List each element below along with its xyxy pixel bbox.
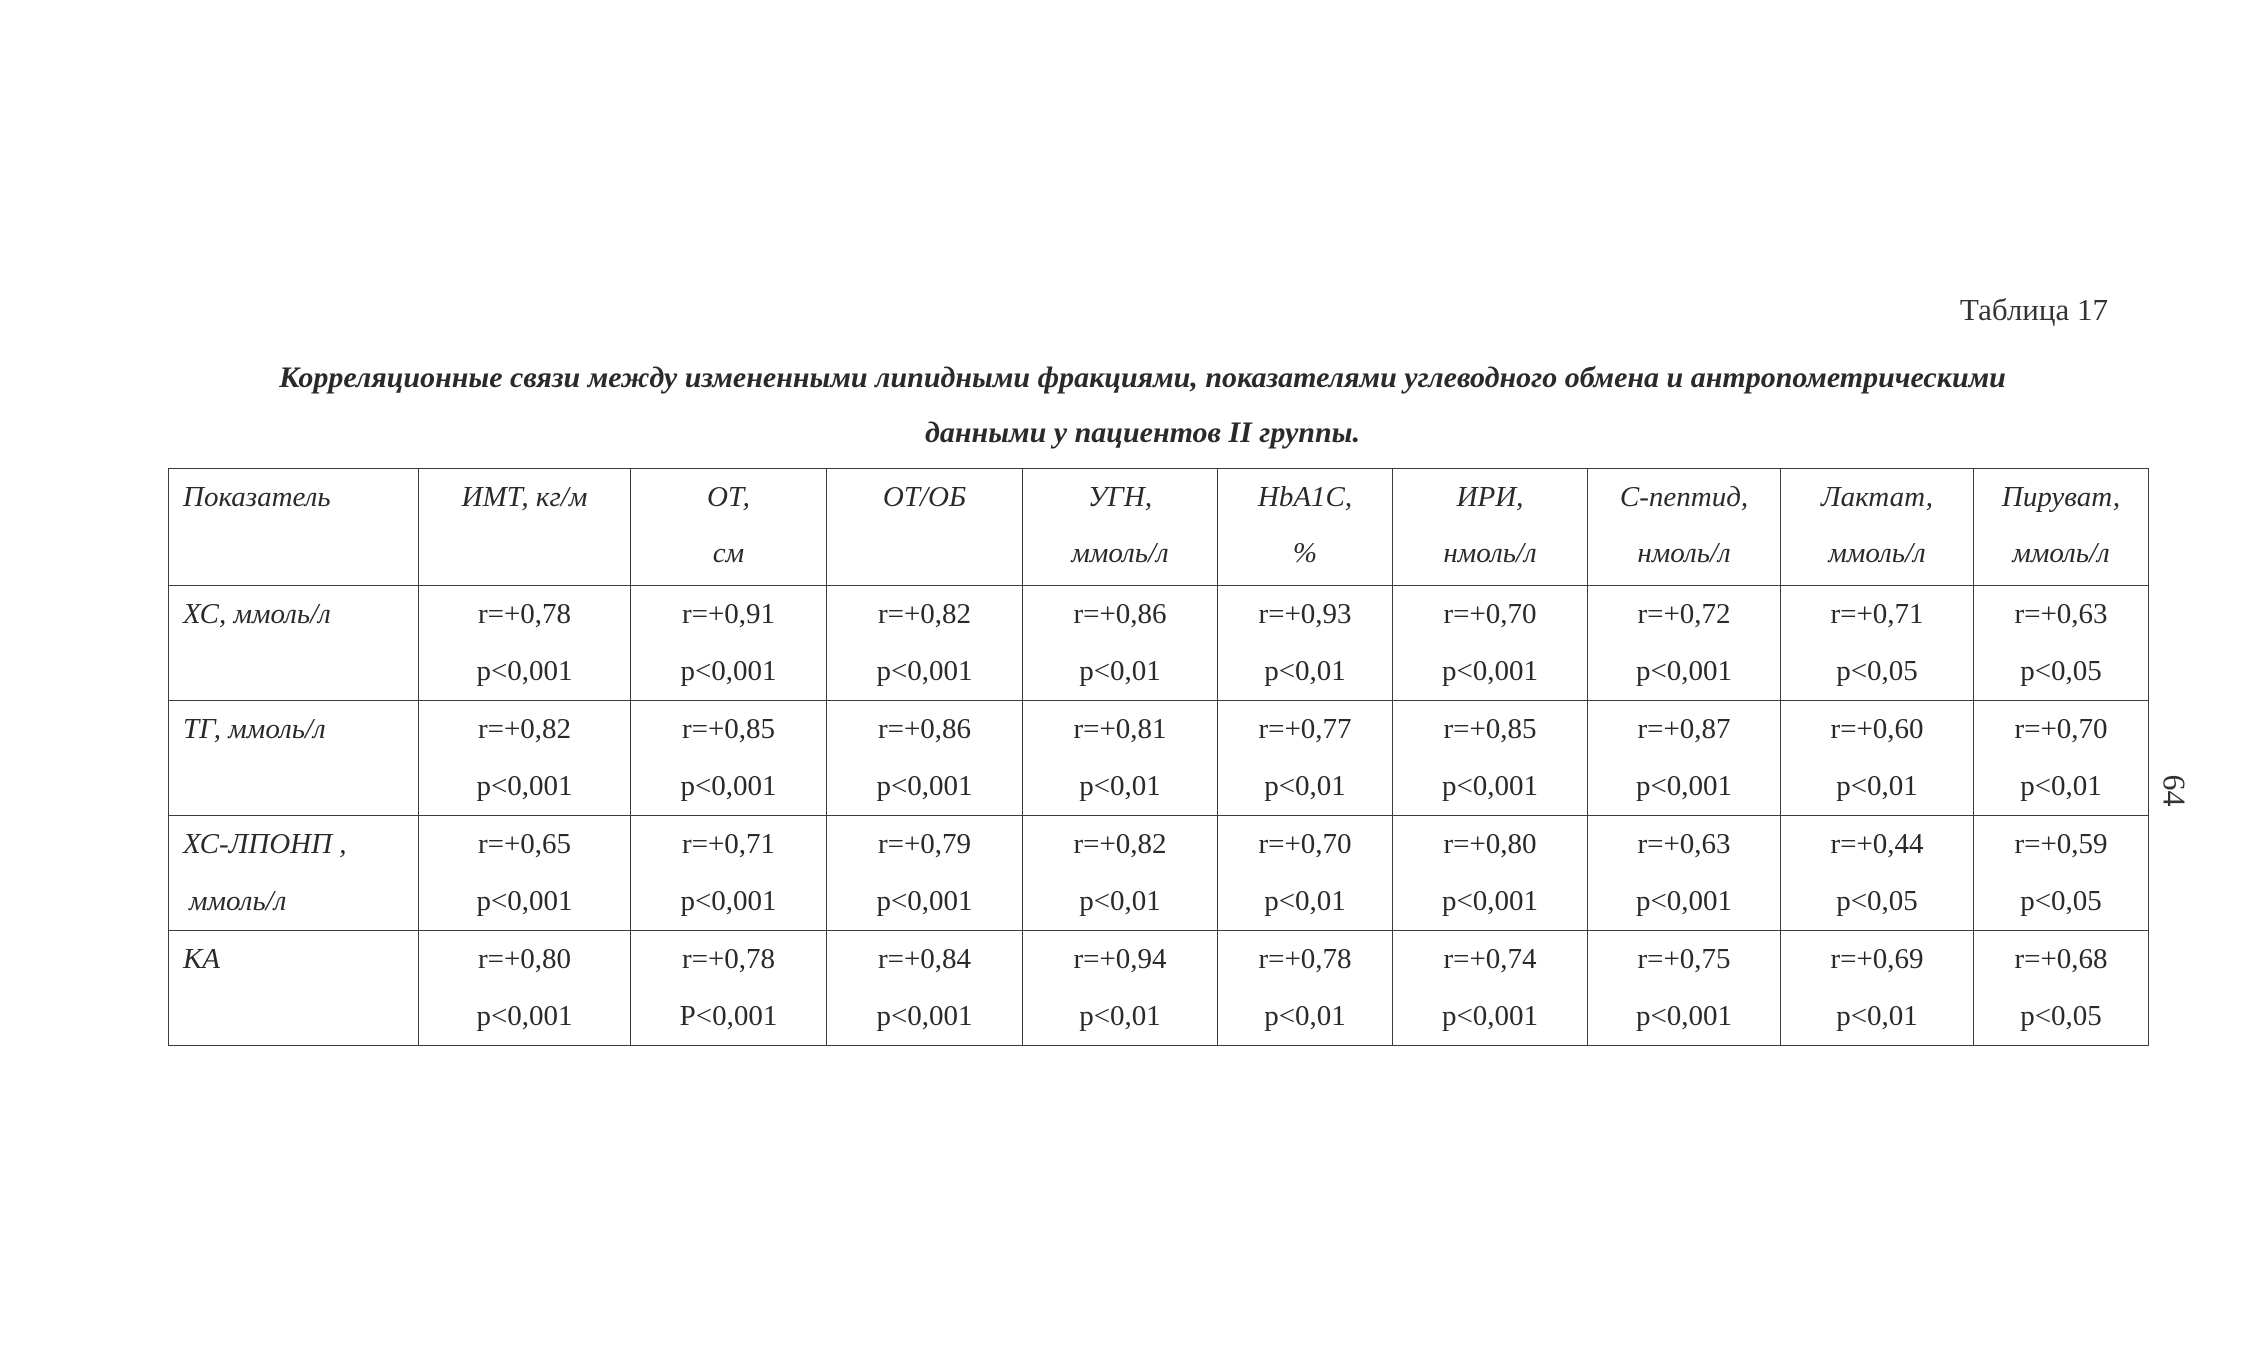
header-line-2: нмоль/л	[1637, 537, 1731, 569]
caption-line-1: Корреляционные связи между измененными липидными фракциями, показателями углеводного обмена и антропометрическими	[279, 361, 2006, 394]
header-line-2: %	[1292, 537, 1318, 569]
p-value: p<0,001	[1441, 1000, 1539, 1032]
table-cell	[1974, 701, 2149, 816]
table-cell	[1023, 586, 1218, 701]
table-cell	[1974, 586, 2149, 701]
table-cell	[1218, 586, 1393, 701]
header-cell	[631, 469, 827, 586]
p-value: p<0,05	[1836, 655, 1918, 687]
r-value: r=+0,70	[2014, 713, 2108, 745]
p-value: P<0,001	[679, 1000, 778, 1032]
p-value: p<0,05	[2020, 885, 2102, 917]
p-value: p<0,001	[1635, 1000, 1733, 1032]
row-label-line-2: ммоль/л	[189, 885, 287, 917]
header-cell	[419, 469, 631, 586]
page-number: 64	[2156, 774, 2193, 807]
header-cell	[1023, 469, 1218, 586]
r-value: r=+0,60	[1830, 713, 1924, 745]
r-value: r=+0,79	[877, 828, 972, 860]
header-line-2: ммоль/л	[2012, 537, 2110, 569]
r-value: r=+0,81	[1073, 713, 1167, 745]
r-value: r=+0,65	[477, 828, 572, 860]
r-value: r=+0,71	[681, 828, 776, 860]
table-cell	[419, 586, 631, 701]
table-cell	[1218, 701, 1393, 816]
table-cell	[419, 701, 631, 816]
table-cell	[1781, 816, 1974, 931]
table-cell	[631, 586, 827, 701]
table-cell	[1393, 816, 1588, 931]
p-value: p<0,01	[1079, 770, 1161, 802]
row-label	[169, 931, 419, 1046]
table-cell	[1974, 816, 2149, 931]
table-cell	[1781, 586, 1974, 701]
table-cell	[827, 931, 1023, 1046]
p-value: p<0,01	[1264, 885, 1346, 917]
row-label-line-1: ХС-ЛПОНП ,	[183, 828, 347, 860]
r-value: r=+0,78	[1258, 943, 1352, 975]
r-value: r=+0,80	[1443, 828, 1537, 860]
r-value: r=+0,63	[2014, 598, 2108, 630]
r-value: r=+0,86	[877, 713, 972, 745]
r-value: r=+0,69	[1830, 943, 1924, 975]
table-row	[169, 816, 2149, 931]
table-cell	[419, 816, 631, 931]
table-cell	[1974, 931, 2149, 1046]
r-value: r=+0,75	[1637, 943, 1731, 975]
table-cell	[1023, 701, 1218, 816]
r-value: r=+0,78	[477, 598, 572, 630]
table-cell	[1023, 816, 1218, 931]
p-value: p<0,01	[1264, 770, 1346, 802]
p-value: p<0,01	[1079, 655, 1161, 687]
table-cell	[1588, 586, 1781, 701]
r-value: r=+0,80	[477, 943, 572, 975]
p-value: p<0,05	[1836, 885, 1918, 917]
table-cell	[1023, 931, 1218, 1046]
header-line-1: УГН,	[1087, 481, 1153, 513]
table-cell	[1588, 701, 1781, 816]
header-line-1: HbA1C,	[1257, 481, 1353, 513]
table-cell	[419, 931, 631, 1046]
table-row	[169, 586, 2149, 701]
header-line-1: С-пептид,	[1619, 481, 1749, 513]
p-value: p<0,001	[680, 770, 777, 802]
header-cell	[1218, 469, 1393, 586]
table-caption	[150, 350, 2135, 460]
table-row	[169, 701, 2149, 816]
table-cell	[1218, 816, 1393, 931]
r-value: r=+0,86	[1073, 598, 1167, 630]
r-value: r=+0,84	[877, 943, 972, 975]
r-value: r=+0,44	[1830, 828, 1924, 860]
table-header-row	[169, 469, 2149, 586]
header-line-2: см	[712, 537, 745, 569]
r-value: r=+0,82	[1073, 828, 1167, 860]
row-label-line-1: КА	[183, 943, 220, 975]
p-value: p<0,01	[1264, 655, 1346, 687]
header-line-1: Лактат,	[1820, 481, 1934, 513]
r-value: r=+0,85	[1443, 713, 1537, 745]
p-value: p<0,001	[1441, 655, 1539, 687]
table-cell	[827, 586, 1023, 701]
p-value: p<0,001	[1635, 770, 1733, 802]
table-number: Таблица 17	[1959, 292, 2108, 327]
p-value: p<0,001	[680, 655, 777, 687]
caption-line-2: данными у пациентов II группы.	[925, 416, 1360, 449]
p-value: p<0,01	[2020, 770, 2102, 802]
table-cell	[1393, 931, 1588, 1046]
table-row	[169, 931, 2149, 1046]
r-value: r=+0,70	[1258, 828, 1352, 860]
p-value: p<0,001	[476, 1000, 573, 1032]
row-label-line-1: ТГ, ммоль/л	[183, 713, 326, 745]
p-value: p<0,05	[2020, 1000, 2102, 1032]
p-value: p<0,01	[1264, 1000, 1346, 1032]
header-cell	[1588, 469, 1781, 586]
p-value: p<0,001	[680, 885, 777, 917]
header-line-1: Пируват,	[2001, 481, 2121, 513]
table-cell	[1393, 701, 1588, 816]
p-value: p<0,01	[1836, 770, 1918, 802]
p-value: p<0,001	[1441, 885, 1539, 917]
p-value: p<0,001	[876, 770, 973, 802]
r-value: r=+0,74	[1443, 943, 1537, 975]
table-cell	[1393, 586, 1588, 701]
r-value: r=+0,59	[2014, 828, 2108, 860]
table-cell	[1588, 931, 1781, 1046]
p-value: p<0,001	[476, 655, 573, 687]
table-cell	[1781, 701, 1974, 816]
header-cell	[827, 469, 1023, 586]
header-line-1: ОТ/ОБ	[882, 481, 967, 513]
r-value: r=+0,72	[1637, 598, 1731, 630]
header-line-2: ммоль/л	[1828, 537, 1926, 569]
header-cell	[1393, 469, 1588, 586]
p-value: p<0,01	[1836, 1000, 1918, 1032]
r-value: r=+0,82	[477, 713, 572, 745]
r-value: r=+0,94	[1073, 943, 1167, 975]
r-value: r=+0,87	[1637, 713, 1731, 745]
table-cell	[827, 701, 1023, 816]
header-cell	[1781, 469, 1974, 586]
p-value: p<0,01	[1079, 1000, 1161, 1032]
r-value: r=+0,91	[681, 598, 776, 630]
p-value: p<0,05	[2020, 655, 2102, 687]
r-value: r=+0,68	[2014, 943, 2108, 975]
header-cell	[1974, 469, 2149, 586]
table-cell	[827, 816, 1023, 931]
r-value: r=+0,70	[1443, 598, 1537, 630]
table-cell	[1781, 931, 1974, 1046]
row-label	[169, 816, 419, 931]
p-value: p<0,01	[1079, 885, 1161, 917]
row-label-line-1: ХС, ммоль/л	[183, 598, 331, 630]
r-value: r=+0,85	[681, 713, 776, 745]
row-label	[169, 701, 419, 816]
table-body	[169, 586, 2149, 1046]
r-value: r=+0,71	[1830, 598, 1924, 630]
r-value: r=+0,82	[877, 598, 972, 630]
r-value: r=+0,93	[1258, 598, 1352, 630]
p-value: p<0,001	[1635, 655, 1733, 687]
header-line-2: ммоль/л	[1071, 537, 1169, 569]
header-line-2: нмоль/л	[1443, 537, 1537, 569]
table-cell	[631, 931, 827, 1046]
table-cell	[631, 816, 827, 931]
table-cell	[1218, 931, 1393, 1046]
p-value: p<0,001	[476, 885, 573, 917]
p-value: p<0,001	[476, 770, 573, 802]
table-cell	[631, 701, 827, 816]
r-value: r=+0,63	[1637, 828, 1731, 860]
p-value: p<0,001	[876, 885, 973, 917]
p-value: p<0,001	[876, 655, 973, 687]
row-label	[169, 586, 419, 701]
header-cell	[169, 469, 419, 586]
r-value: r=+0,78	[681, 943, 776, 975]
r-value: r=+0,77	[1258, 713, 1352, 745]
table-cell	[1588, 816, 1781, 931]
p-value: p<0,001	[876, 1000, 973, 1032]
correlation-table	[168, 468, 2149, 1046]
header-line-1: ИМТ, кг/м	[461, 481, 588, 513]
header-line-1: ИРИ,	[1456, 481, 1524, 513]
p-value: p<0,001	[1441, 770, 1539, 802]
p-value: p<0,001	[1635, 885, 1733, 917]
header-line-1: Показатель	[183, 481, 331, 513]
header-line-1: ОТ,	[707, 481, 750, 513]
